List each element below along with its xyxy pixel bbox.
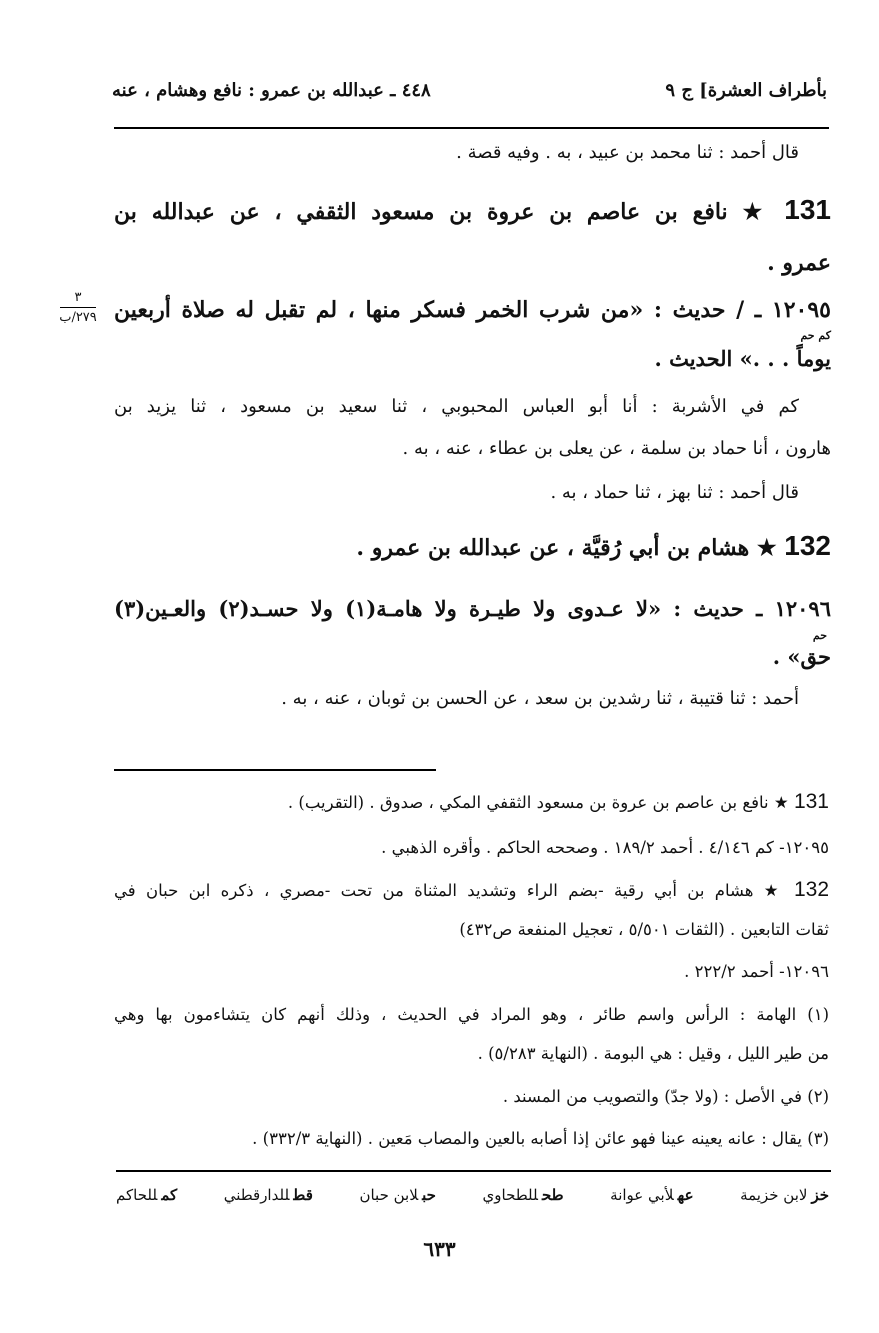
abbrev-item: طحللطحاوي [482, 1186, 564, 1204]
footnote-131-text: نافع بن عاصم بن عروة بن مسعود الثقفي المكي ، صدوق . (التقريب) . [287, 793, 769, 812]
entry-131-number: 131 [784, 194, 831, 225]
entry-131-title-cont: عمرو . [767, 250, 831, 276]
entry-132-heading [114, 530, 831, 562]
abbrev-item: كمللحاكم [116, 1186, 178, 1204]
ahmad-chain: قال أحمد : ثنا بهز ، ثنا حماد ، به . [550, 482, 799, 503]
running-header-chapter: ٤٤٨ ـ عبدالله بن عمرو : نافع وهشام ، عنه [112, 80, 431, 101]
hadith-12095-line1 [114, 297, 831, 323]
hadith-12096-line2: حق» . [772, 644, 831, 669]
abbrev-item: خزلابن خزيمة [740, 1186, 829, 1204]
footnote-12096: ١٢٠٩٦- أحمد ٢٢٢/٢ . [684, 962, 829, 981]
hadith-12096-text: «لا عـدوى ولا طيـرة ولا هامـة(١) ولا حسـد(٢) والعـين(٣) [114, 596, 662, 621]
star-icon: ★ [773, 793, 789, 812]
footnote-12095: ١٢٠٩٥- كم ٤/١٤٦ . أحمد ١٨٩/٢ . وصححه الحاكم . وأقره الذهبي . [381, 838, 829, 857]
abbrev-item: حبلابن حبان [359, 1186, 436, 1204]
star-icon: ★ [742, 199, 770, 225]
footnote-2: (٢) في الأصل : (ولا جدّ) والتصويب من المسند . [502, 1087, 829, 1106]
entry-132-title: هشام بن أبي رُقيَّة ، عن عبدالله بن عمرو . [356, 535, 750, 561]
kam-chain-line1: كم في الأشربة : أنا أبو العباس المحبوبي ، ثنا سعيد بن مسعود ، ثنا يزيد بن [114, 396, 799, 417]
running-header-title: بأطراف العشرة] ج ٩ [665, 80, 827, 101]
footnote-132-text: هشام بن أبي رقية -بضم الراء وتشديد المثناة من تحت -مصري ، ذكره ابن حبان في [114, 881, 754, 900]
margin-manuscript-folio [48, 290, 108, 325]
hadith-12096-label: ١٢٠٩٦ ـ حديث : [673, 596, 831, 621]
margin-folio-bottom: ٢٧٩/ب [59, 310, 97, 325]
footnote-131-number: 131 [793, 790, 829, 813]
footnote-132-line2: ثقات التابعين . (الثقات ٥/٥٠١ ، تعجيل المنفعة ص٤٣٢) [459, 920, 829, 939]
footnote-1-line1: (١) الهامة : الرأس واسم طائر ، وهو المراد في الحديث ، وذلك أنهم كان يتشاءمون بها وهي [114, 1005, 829, 1024]
footnote-3: (٣) يقال : عانه يعينه عينا فهو عائن إذا أصابه بالعين والمصاب مَعين . (النهاية ٣٣٢/٣) . [252, 1129, 829, 1148]
kam-chain-line2: هارون ، أنا حماد بن سلمة ، عن يعلى بن عطاء ، عنه ، به . [402, 438, 831, 459]
hadith-12095-source-marks: كم حم [800, 329, 831, 342]
footnote-132-line1 [114, 878, 829, 902]
entry-132-number: 132 [784, 530, 831, 561]
entry-131-title: نافع بن عاصم بن عروة بن مسعود الثقفي ، عن عبدالله بن [114, 199, 728, 225]
margin-folio-top: ٣ [60, 290, 96, 308]
abbreviations-rule [116, 1170, 831, 1172]
header-rule [114, 127, 829, 129]
ahmad2-chain: أحمد : ثنا قتيبة ، ثنا رشدين بن سعد ، عن الحسن بن ثوبان ، عنه ، به . [281, 688, 799, 709]
footnote-131 [114, 790, 829, 814]
abbrev-item: قطللدارقطني [223, 1186, 313, 1204]
hadith-12095-label: ١٢٠٩٥ ـ / حديث : [653, 297, 831, 323]
footnote-132-number: 132 [793, 878, 830, 901]
abbreviations-key [116, 1186, 829, 1204]
page-number: ٦٣٣ [423, 1237, 456, 1261]
entry-131-heading [114, 194, 831, 226]
body-line-1: قال أحمد : ثنا محمد بن عبيد ، به . وفيه قصة . [456, 142, 799, 163]
footnote-rule [114, 769, 436, 771]
hadith-12095-line2: يوماً . . .» الحديث . [654, 346, 831, 371]
hadith-12095-text: «من شرب الخمر فسكر منها ، لم تقبل له صلاة أربعين [114, 297, 644, 323]
star-icon: ★ [756, 535, 777, 561]
star-icon: ★ [763, 881, 784, 900]
hadith-12096-source-marks: حم [812, 629, 827, 642]
footnote-1-line2: من طير الليل ، وقيل : هي البومة . (النهاية ٥/٢٨٣) . [477, 1044, 829, 1063]
abbrev-item: عهلأبي عوانة [610, 1186, 694, 1204]
hadith-12096-line1 [114, 596, 831, 621]
